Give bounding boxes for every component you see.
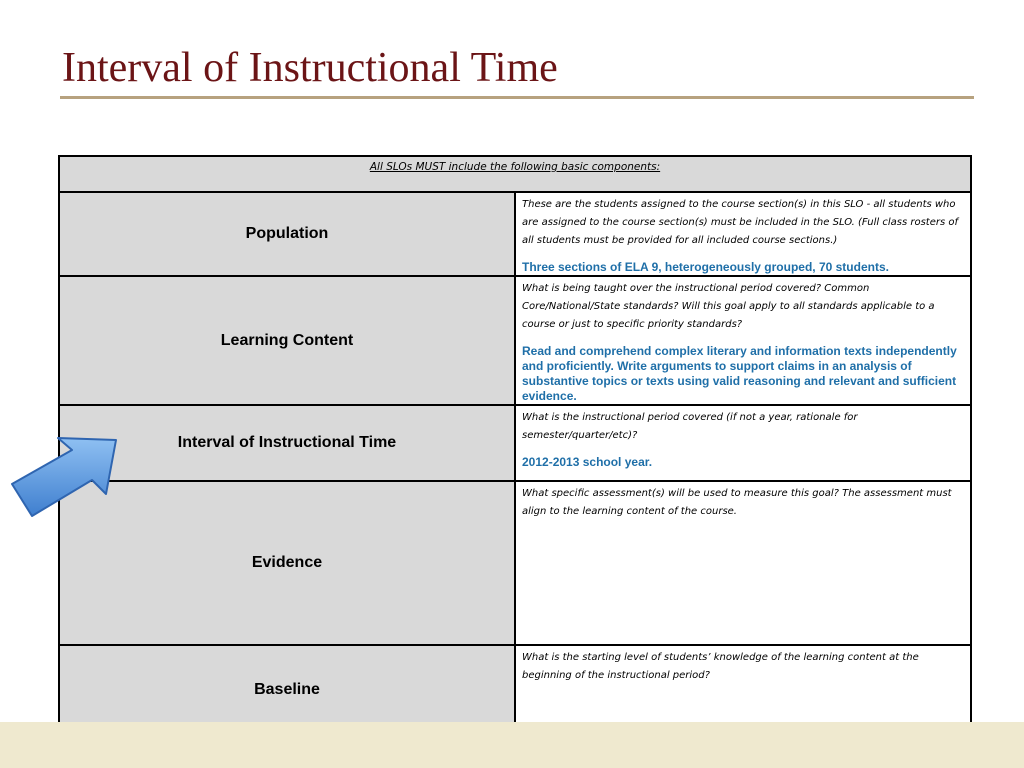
row-label-interval: Interval of Instructional Time xyxy=(59,405,515,481)
answer-learning-content: Read and comprehend complex literary and information texts independently and proficiently. Write arguments to support claims in an analysis of substantive topics or texts using valid reasoning and relevant and sufficient evidence. xyxy=(522,344,957,403)
row-content-evidence xyxy=(515,481,971,645)
answer-interval: 2012-2013 school year. xyxy=(522,455,653,469)
prompt-population: These are the students assigned to the course section(s) in this SLO - all students who are assigned to the course section(s) must be included in the SLO. (Full class rosters of all students must be provided for all included course sections.) xyxy=(522,199,959,246)
row-label-learning-content: Learning Content xyxy=(59,276,515,405)
row-label-population: Population xyxy=(59,192,515,276)
table-row-interval xyxy=(59,405,971,481)
title-divider xyxy=(60,96,974,99)
prompt-evidence: What specific assessment(s) will be used to measure this goal? The assessment must align to the learning content of the course. xyxy=(522,488,952,517)
answer-population: Three sections of ELA 9, heterogeneously grouped, 70 students. xyxy=(522,260,889,274)
slide-title: Interval of Instructional Time xyxy=(62,45,558,91)
footer-band xyxy=(0,722,1024,768)
row-label-evidence: Evidence xyxy=(59,481,515,645)
table-row-evidence xyxy=(59,481,971,645)
prompt-interval: What is the instructional period covered (if not a year, rationale for semester/quarter/etc)? xyxy=(522,412,858,441)
arrow-icon xyxy=(6,436,122,520)
table-row-learning-content xyxy=(59,276,971,405)
row-content-learning-content xyxy=(515,276,971,405)
table-row-population xyxy=(59,192,971,276)
table-header-text: All SLOs MUST include the following basic components: xyxy=(369,161,661,173)
prompt-baseline: What is the starting level of students’ knowledge of the learning content at the beginning of the instructional period? xyxy=(522,652,919,681)
prompt-learning-content: What is being taught over the instructional period covered? Common Core/National/State standards? Will this goal apply to all standards applicable to a course or just to specific priority standards? xyxy=(522,283,935,330)
row-content-population xyxy=(515,192,971,276)
table-header-cell xyxy=(59,156,971,192)
table-header-row xyxy=(59,156,971,192)
slo-components-table xyxy=(58,155,972,736)
row-content-interval xyxy=(515,405,971,481)
row-label-baseline: Baseline xyxy=(59,645,515,735)
